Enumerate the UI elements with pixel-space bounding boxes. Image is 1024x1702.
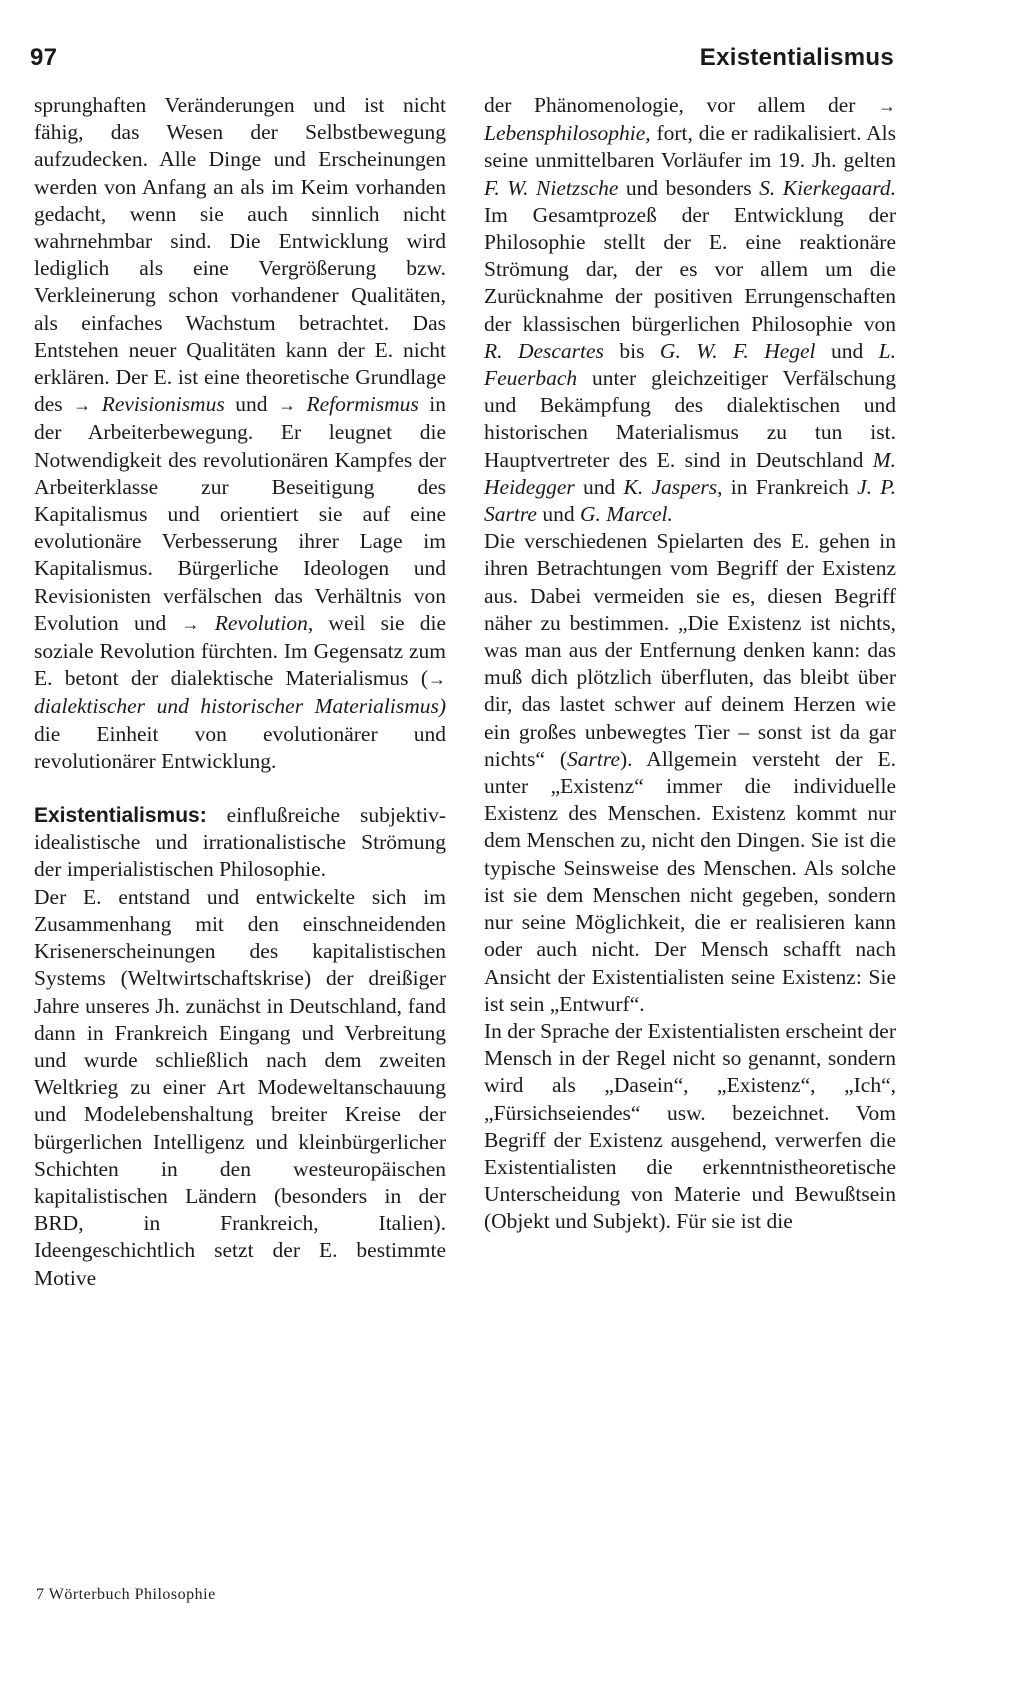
- cross-reference-arrow-icon: →: [277, 395, 296, 416]
- running-head: Existentialismus: [699, 44, 894, 71]
- person-name: G. Marcel.: [579, 502, 673, 527]
- cross-reference: Revisionismus: [101, 392, 225, 417]
- entry-term: Existentialismus:: [34, 804, 207, 828]
- cross-reference-arrow-icon: →: [73, 395, 92, 416]
- cross-reference: Reformismus: [306, 392, 419, 417]
- person-name: K. Jaspers,: [623, 474, 723, 499]
- person-name: R. Descartes: [484, 338, 604, 363]
- cross-reference-arrow-icon: →: [878, 96, 896, 116]
- person-name: G. W. F. Hegel: [659, 338, 816, 363]
- paragraph-terminology: In der Sprache der Existentialisten erscheint der Mensch in der Regel nicht so genannt, sondern wird als „Dasein“, „Existenz“, „Ich“, „Fürsichseiendes“ usw. bezeichnet. Vom Begriff der Existenz ausgehend, verwerfen die Existentialisten die erkenntnistheoretische Unterscheidung von Materie und Bewußtsein (Objekt und Subjekt). Für sie ist die: [484, 1018, 896, 1234]
- person-name: M. Heidegger: [484, 447, 896, 499]
- entry-separator: [34, 775, 446, 802]
- person-name: F. W. Nietzsche: [484, 175, 619, 200]
- cross-reference: Revolution,: [214, 610, 314, 635]
- person-name: L. Feuerbach: [484, 338, 897, 391]
- person-name: S. Kierkegaard.: [759, 175, 896, 200]
- paragraph-predecessors: der Phänomenologie, vor allem der → Lebensphilosophie, fort, die er radikalisiert. Als seine unmittelbaren Vorläufer im 19. Jh. gelten F. W. Nietzsche und besonders S. Kierkegaard. Im Gesamtprozeß der Entwicklung der Philosophie stellt der E. eine reaktionäre Strömung dar, der es vor allem um die Zurücknahme der positiven Errungenschaften der klassischen bürgerlichen Philosophie von R. Descartes bis G. W. F. Hegel und L. Feuerbach unter gleichzeitiger Verfälschung und Bekämpfung des dialektischen und historischen Materialismus zu tun ist. Hauptvertreter des E. sind in Deutschland M. Heidegger und K. Jaspers, in Frankreich J. P. Sartre und G. Marcel.: [484, 93, 897, 527]
- paragraph-existence-concept: Die verschiedenen Spielarten des E. gehen in ihren Betrachtungen vom Begriff der Existenz aus. Dabei vermeiden sie es, diesen Begriff näher zu bestimmen. „Die Existenz ist nichts, was man aus der Entfernung denken kann: das muß dich plötzlich überfluten, das bleibt über dir, das lastet schwer auf deinem Herzen wie ein großes unbewegtes Tier – sonst ist da gar nichts“ (Sartre). Allgemein versteht der E. unter „Existenz“ immer die individuelle Existenz des Menschen. Existenz kommt nur dem Menschen zu, nicht den Dingen. Sie ist die typische Seinsweise des Menschen. Als solche ist sie dem Menschen nicht gegeben, sondern nur seine Möglichkeit, die er realisieren kann oder auch nicht. Der Mensch schafft nach Ansicht der Existentialisten seine Existenz: Sie ist sein „Entwurf“.: [484, 529, 896, 1016]
- printer-signature: 7 Wörterbuch Philosophie: [36, 1586, 216, 1603]
- cross-reference-arrow-icon: →: [181, 613, 200, 634]
- cross-reference-arrow-icon: →: [428, 669, 446, 690]
- paragraph-origin: Der E. entstand und entwickelte sich im Zusammenhang mit den einschneidenden Krisenerscheinungen des kapitalistischen Systems (Weltwirtschaftskrise) der dreißiger Jahre unseres Jh. zunächst in Deutschland, fand dann in Frankreich Eingang und Verbreitung und wurde schließlich nach dem zweiten Weltkrieg zu einer Art Modeweltanschauung und Modelebenshaltung breiter Kreise der bürgerlichen Intelligenz und kleinbürgerlicher Schichten in den westeuropäischen kapitalistischen Ländern (besonders in der BRD, in Frankreich, Italien). Ideengeschichtlich setzt der E. bestimmte Motive: [34, 884, 446, 1290]
- right-column: [484, 92, 896, 1236]
- entry-existentialismus: [34, 802, 446, 884]
- quote-source: Sartre: [567, 746, 620, 771]
- person-name: J. P. Sartre: [484, 474, 897, 527]
- left-column: [34, 92, 446, 1292]
- cross-reference: dialektischer und historischer Materialismus): [34, 694, 446, 719]
- cross-reference: Lebensphilosophie,: [484, 121, 651, 146]
- page-number: 97: [30, 44, 58, 71]
- entry-definition: einflußreiche subjektiv-idealistische und irrationalistische Strömung der imperialistischen Philosophie.: [34, 803, 446, 882]
- paragraph-evolutionism-end: sprunghaften Veränderungen und ist nicht fähig, das Wesen der Selbstbewegung aufzudecken. Alle Dinge und Erscheinungen werden von Anfang an als im Keim vorhanden gedacht, wenn sie auch sinnlich nicht wahrnehmbar sind. Die Entwicklung wird lediglich als eine Vergrößerung bzw. Verkleinerung schon vorhandener Qualitäten, als einfaches Wachstum betrachtet. Das Entstehen neuer Qualitäten kann der E. nicht erklären. Der E. ist eine theoretische Grundlage des → Revisionismus und → Reformismus in der Arbeiterbewegung. Er leugnet die Notwendigkeit des revolutionären Kampfes der Arbeiterklasse zur Beseitigung des Kapitalismus und orientiert sie auf eine evolutionäre Verbesserung ihrer Lage im Kapitalismus. Bürgerliche Ideologen und Revisionisten verfälschen das Verhältnis von Evolution und → Revolution, weil sie die soziale Revolution fürchten. Im Gegensatz zum E. betont der dialektische Materialismus (→ dialektischer und historischer Materialismus) die Einheit von evolutionärer und revolutionärer Entwicklung.: [34, 93, 447, 773]
- page-header: [30, 38, 894, 72]
